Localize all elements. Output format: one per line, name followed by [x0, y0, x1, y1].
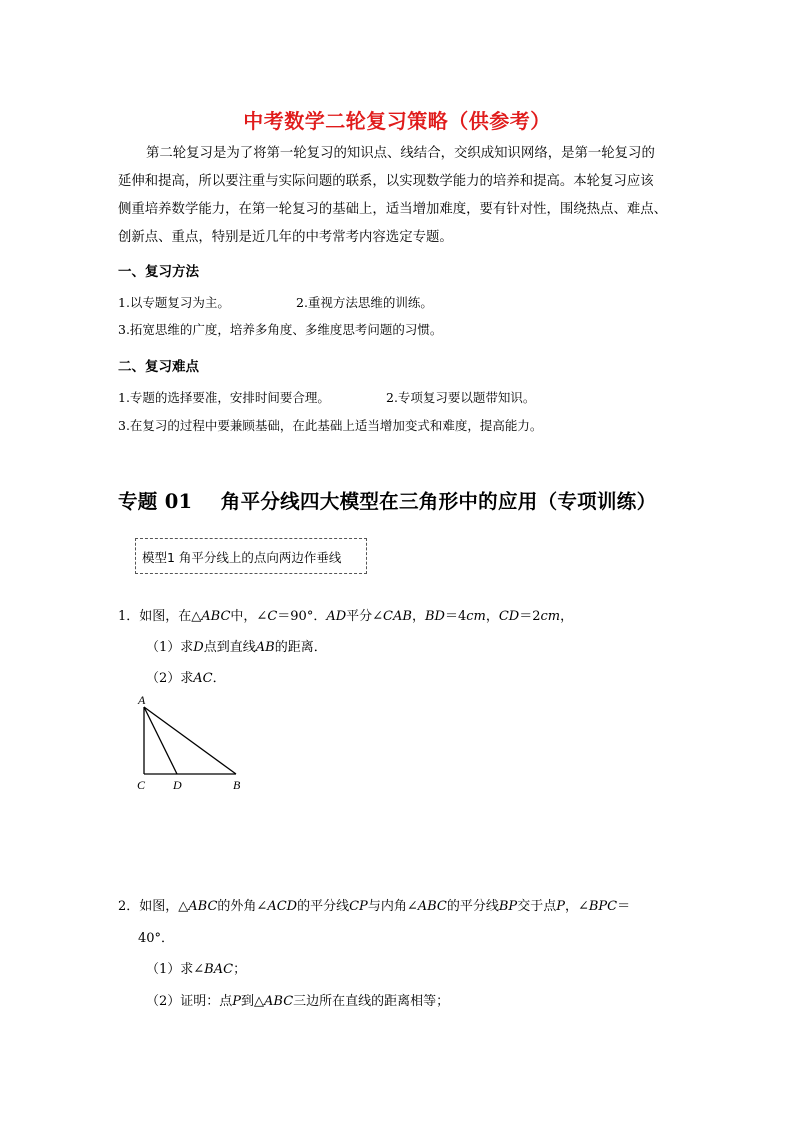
- var-run: AD: [326, 609, 347, 624]
- var-run: D: [193, 640, 204, 655]
- var-run: ABC: [188, 899, 218, 914]
- text-run: ，∠: [564, 899, 589, 914]
- triangle-figure: [125, 690, 255, 800]
- text-run: （1）求∠: [146, 962, 205, 977]
- text-run: 中，∠: [230, 609, 268, 624]
- text-run: 的平分线: [446, 899, 499, 914]
- question-2-stem: [118, 895, 630, 914]
- question-2-stem-cont: 40°．: [138, 931, 175, 946]
- question-2-sub-2: [146, 990, 449, 1009]
- var-run: AB: [255, 640, 275, 655]
- section-heading-difficulties: 二、复习难点: [118, 359, 199, 375]
- var-run: CAB: [383, 609, 412, 624]
- text-run: ＝: [617, 899, 631, 914]
- label-c: C: [137, 778, 146, 792]
- method-item-1: 1.以专题复习为主。: [118, 295, 230, 310]
- text-run: 到△: [241, 994, 265, 1009]
- var-run: ABC: [417, 899, 447, 914]
- method-item-2: 2.重视方法思维的训练。: [296, 295, 433, 310]
- text-run: ，: [411, 609, 425, 624]
- text-run: 1．如图，在△: [118, 609, 202, 624]
- var-run: BD: [424, 609, 445, 624]
- topic-title: 专题 01 角平分线四大模型在三角形中的应用（专项训练）: [118, 490, 657, 513]
- text-run: ；: [233, 962, 247, 977]
- intro-paragraph: [118, 140, 678, 252]
- var-run: ABC: [264, 994, 294, 1009]
- text-run: 点到直线: [203, 640, 256, 655]
- difficulty-item-2: 2.专项复习要以题带知识。: [386, 390, 536, 405]
- var-run: P: [232, 994, 242, 1009]
- difficulty-item-3: 3.在复习的过程中要兼顾基础，在此基础上适当增加变式和难度，提高能力。: [118, 418, 543, 433]
- segment-ad: [144, 707, 177, 774]
- text-run: ．: [212, 671, 226, 686]
- intro-line: 侧重培养数学能力，在第一轮复习的基础上，适当增加难度，要有针对性，围绕热点、难点、: [118, 202, 668, 217]
- var-run: BPC: [588, 899, 618, 914]
- var-run: cm: [466, 609, 486, 624]
- var-run: C: [267, 609, 278, 624]
- text-run: 的距离．: [274, 640, 327, 655]
- intro-line: 第二轮复习是为了将第一轮复习的知识点、线结合，交织成知识网络，是第一轮复习的: [146, 146, 655, 161]
- text-run: （1）求: [146, 640, 194, 655]
- page-title: 中考数学二轮复习策略（供参考）: [243, 109, 551, 133]
- var-run: ACD: [267, 899, 298, 914]
- var-run: CD: [498, 609, 520, 624]
- text-run: 平分∠: [346, 609, 384, 624]
- text-run: ＝2: [519, 609, 541, 624]
- var-run: cm: [540, 609, 561, 624]
- label-d: D: [173, 778, 182, 792]
- text-run: （2）证明：点: [146, 994, 233, 1009]
- text-run: 2．如图，△: [118, 899, 189, 914]
- label-a: A: [138, 693, 146, 707]
- question-1-sub-2: [146, 667, 226, 686]
- text-run: ＝90°．: [277, 609, 327, 624]
- text-run: 三边所在直线的距离相等；: [293, 994, 450, 1009]
- method-item-3: 3.拓宽思维的广度，培养多角度、多维度思考问题的习惯。: [118, 322, 443, 337]
- var-run: P: [556, 899, 565, 914]
- difficulty-item-1: 1.专题的选择要准，安排时间要合理。: [118, 390, 330, 405]
- question-1-stem: [118, 605, 573, 624]
- model-label: 模型1 角平分线上的点向两边作垂线: [142, 550, 342, 565]
- var-run: AC: [193, 671, 213, 686]
- text-run: ，: [485, 609, 499, 624]
- text-run: ＝4: [444, 609, 467, 624]
- var-run: CP: [349, 899, 368, 914]
- model-label-box: [135, 538, 367, 574]
- question-2-sub-1: [146, 958, 246, 977]
- intro-line: 创新点、重点，特别是近几年的中考常考内容选定专题。: [118, 230, 453, 245]
- text-run: ，: [560, 609, 574, 624]
- label-b: B: [233, 778, 241, 792]
- question-1-sub-1: [146, 636, 327, 655]
- text-run: 与内角∠: [367, 899, 418, 914]
- section-heading-methods: 一、复习方法: [118, 264, 199, 280]
- intro-line: 延伸和提高，所以要注重与实际问题的联系，以实现数学能力的培养和提高。本轮复习应该: [118, 174, 654, 189]
- text-run: 交于点: [517, 899, 557, 914]
- var-run: BAC: [204, 962, 234, 977]
- segment-ab: [144, 707, 236, 774]
- var-run: ABC: [201, 609, 231, 624]
- text-run: （2）求: [146, 671, 194, 686]
- text-run: 的平分线: [297, 899, 350, 914]
- var-run: BP: [498, 899, 518, 914]
- text-run: 的外角∠: [217, 899, 268, 914]
